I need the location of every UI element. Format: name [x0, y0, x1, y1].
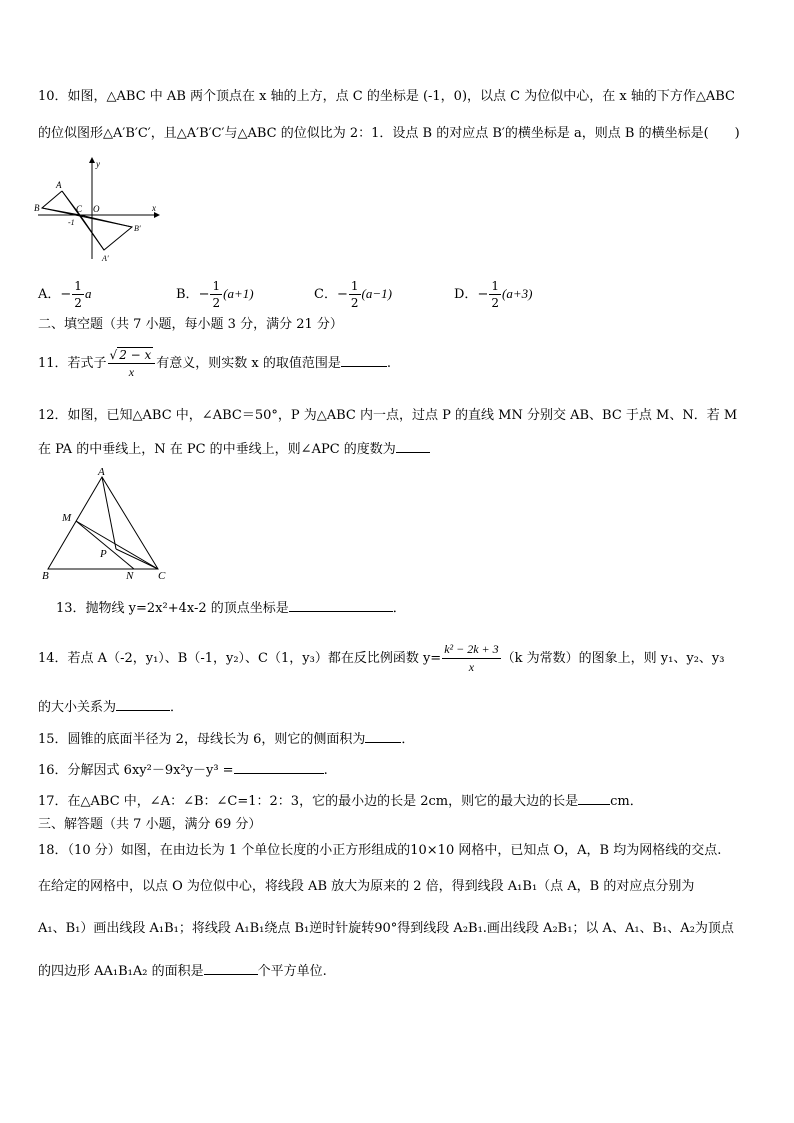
q18-line3: A₁、B₁）画出线段 A₁B₁；将线段 A₁B₁绕点 B₁逆时针旋转90°得到线段 A₂B₁.画出线段 A₂B₁；以 A、A₁、B₁、A₂为顶点 — [38, 921, 734, 936]
svg-text:M: M — [62, 512, 72, 524]
svg-text:P: P — [100, 548, 107, 560]
svg-text:x: x — [152, 203, 156, 213]
svg-text:O: O — [93, 204, 100, 214]
q14-line1: 14．若点 A（-2，y₁）、B（-1，y₂）、C（1，y₃）都在反比例函数 y= $\frac{\text{k² − 2k + 3}}{x}$ （k 为常数）的图象上，则 y₁、y₂、y₃ — [38, 642, 725, 674]
svg-text:A: A — [98, 466, 105, 478]
q13: 13．抛物线 y=2x²+4x-2 的顶点坐标是 ． — [56, 601, 406, 616]
q18-line4: 的四边形 AA₁B₁A₂ 的面积是 个平方单位. — [38, 964, 327, 979]
q10-option-a: A．− $\frac{1}{2}$ a — [38, 279, 92, 310]
q12-line1: 12．如图，已知△ABC 中，∠ABC＝50°，P 为△ABC 内一点，过点 P 的直线 MN 分别交 AB、BC 于点 M、N．若 M — [38, 408, 738, 423]
svg-text:C: C — [158, 570, 166, 581]
q10-figure — [32, 155, 162, 265]
svg-text:B: B — [34, 203, 40, 213]
svg-text:A′: A′ — [102, 254, 109, 263]
q10-option-b: B．− $\frac{1}{2}$ (a+1) — [176, 279, 254, 310]
svg-text:y: y — [96, 159, 100, 169]
q10-line1: 10．如图，△ABC 中 AB 两个顶点在 x 轴的上方，点 C 的坐标是 (-1，0)，以点 C 为位似中心，在 x 轴的下方作△ABC — [38, 89, 735, 104]
svg-text:B′: B′ — [134, 224, 141, 233]
svg-text:A: A — [56, 180, 62, 190]
q11: 11．若式子 $\frac{√ 2 - x}{x}$ 有意义，则实数 x 的取值范围是 . — [38, 348, 392, 379]
section-2-heading: 二、填空题（共 7 小题，每小题 3 分，满分 21 分） — [38, 317, 343, 332]
svg-text:N: N — [126, 570, 134, 581]
q15: 15．圆锥的底面半径为 2，母线长为 6，则它的侧面积为 ． — [38, 732, 415, 747]
q14-line2: 的大小关系为 ． — [38, 700, 184, 715]
q18-line1: 18．（10 分）如图，在由边长为 1 个单位长度的小正方形组成的10×10 网格中，已知点 O，A，B 均为网格线的交点. — [38, 843, 722, 858]
q12-figure — [36, 465, 176, 581]
svg-text:-1: -1 — [68, 218, 75, 227]
q17: 17．在△ABC 中，∠A：∠B：∠C=1：2：3，它的最小边的长是 2cm，则它的最大边的长是 cm． — [38, 794, 643, 809]
section-3-heading: 三、解答题（共 7 小题，满分 69 分） — [38, 817, 262, 832]
q16: 16．分解因式 6xy²－9x²y－y³ = . — [38, 763, 328, 778]
svg-text:C: C — [76, 204, 83, 214]
q10-option-d: D．− $\frac{1}{2}$ (a+3) — [454, 279, 533, 310]
q12-line2: 在 PA 的中垂线上，N 在 PC 的中垂线上，则∠APC 的度数为 — [38, 440, 430, 456]
q10-option-c: C．− $\frac{1}{2}$ (a−1) — [314, 279, 392, 310]
svg-text:B: B — [42, 570, 49, 581]
q18-line2: 在给定的网格中，以点 O 为位似中心，将线段 AB 放大为原来的 2 倍，得到线段 A₁B₁（点 A，B 的对应点分别为 — [38, 879, 695, 894]
q10-line2: 的位似图形△A′B′C′，且△A′B′C′与△ABC 的位似比为 2：1．设点 B 的对应点 B′的横坐标是 a，则点 B 的横坐标是( ) — [38, 126, 740, 141]
